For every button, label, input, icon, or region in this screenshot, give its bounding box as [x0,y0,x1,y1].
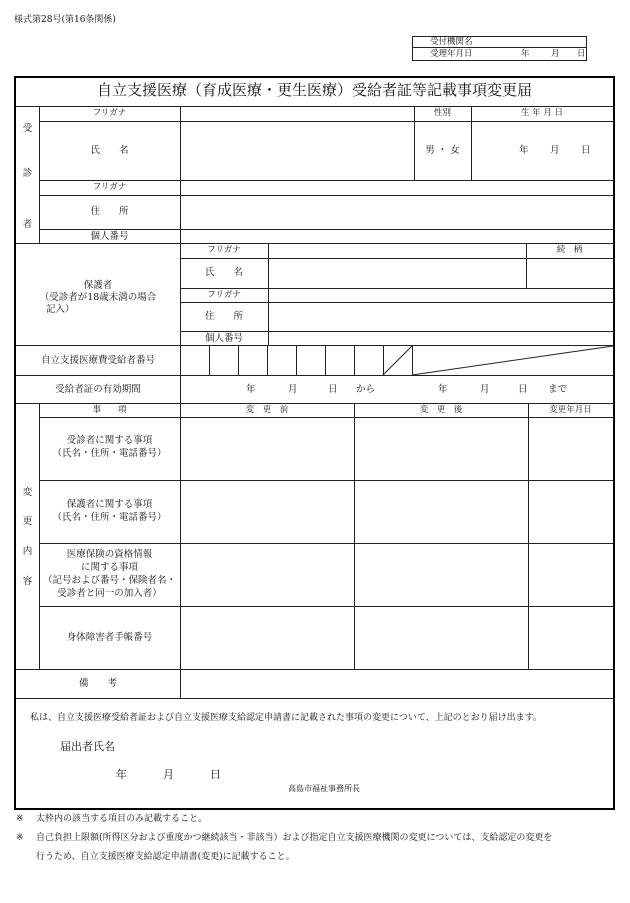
patient-dob-field[interactable] [472,122,612,180]
guardian-my-number-field[interactable] [269,332,612,345]
addressee: 高島市福祉事務所長 [288,784,360,793]
note-1-text: 太枠内の該当する項目のみ記載すること。 [36,814,208,824]
change-row-2-after-field[interactable] [355,481,527,543]
change-row-1-date-field[interactable] [529,418,612,480]
date-line-month: 月 [163,768,174,781]
change-row-1-line2: （氏名・住所・電話番号） [52,448,167,459]
change-row-4-line1: 身体障害者手帳番号 [66,632,153,643]
change-row-1-after-field[interactable] [355,418,527,480]
remarks-field[interactable] [181,670,612,698]
patient-my-number-field[interactable] [181,230,612,243]
change-row-3-line3: （記号および番号・保険者名・ [42,575,176,586]
patient-dob-day: 日 [581,145,591,156]
validity-label: 受給者証の有効期間 [55,384,141,395]
guardian-address-label: 住 所 [204,311,243,322]
validity-to-day: 日 [518,384,528,395]
reception-month: 月 [551,49,560,59]
guardian-name-field[interactable] [269,259,525,288]
change-row-3-line2: に関する事項 [80,562,138,573]
change-row-3-before-field[interactable] [181,544,353,606]
patient-dob-year: 年 [519,145,529,156]
patient-dob-header: 生 年 月 日 [520,108,564,118]
applicant-label: 届出者氏名 [60,740,115,753]
note-3-text: 行うため、自立支援医療支給認定申請書(変更)に記載すること。 [36,852,295,862]
changes-col-item: 事 項 [92,405,127,415]
guardian-label-line3: 記入） [46,304,75,315]
change-row-1-line1: 受診者に関する事項 [66,435,153,446]
change-row-3-after-field[interactable] [355,544,527,606]
guardian-relationship-field[interactable] [527,259,612,288]
patient-address-field[interactable] [181,196,612,229]
validity-field[interactable] [181,376,612,403]
patient-side-char-1: 受 [22,123,33,134]
changes-side-char-3: 内 [22,546,33,557]
patient-furigana-label: フリガナ [92,108,127,118]
note-2-mark: ※ [16,833,24,843]
validity-from-month: 月 [288,384,298,395]
guardian-furigana-label: フリガナ [207,245,241,255]
guardian-label-line1: 保護者 [83,280,113,291]
change-row-3-line4: 受診者と同一の加入者） [57,588,162,599]
patient-gender-header: 性別 [433,108,451,118]
patient-gender-option[interactable]: 男 ・ 女 [425,145,460,156]
declaration-text: 私は、自立支援医療受給者証および自立支援医療支給認定申請書に記載された事項の変更について、上記のとおり届け出ます。 [30,713,542,723]
recipient-number-label: 自立支援医療費受給者番号 [40,355,155,366]
change-row-3-line1: 医療保険の資格情報 [66,549,153,560]
change-row-1-before-field[interactable] [181,418,353,480]
guardian-my-number-label: 個人番号 [204,333,243,344]
changes-col-date: 変更年月日 [549,405,592,415]
form-number: 様式第28号(第16条関係) [14,15,116,25]
note-2-text: 自己負担上限額(所得区分および重度かつ継続該当・非該当）および指定自立支援医療機関の変更については、支給認定の変更を [36,833,553,843]
patient-side-char-3: 者 [22,219,33,230]
patient-address-label: 住 所 [90,206,129,217]
recipient-number-field[interactable] [181,346,382,375]
validity-from-text: から [356,384,376,395]
reception-year: 年 [521,49,530,59]
change-row-4-before-field[interactable] [181,607,353,669]
changes-side-char-4: 容 [22,576,33,587]
change-row-2-before-field[interactable] [181,481,353,543]
validity-from-year: 年 [246,384,256,395]
changes-col-before: 変 更 前 [245,405,289,415]
changes-col-after: 変 更 後 [419,405,463,415]
patient-address-furigana-field[interactable] [181,181,612,195]
change-row-2-line2: （氏名・住所・電話番号） [52,512,167,523]
changes-side-char-2: 更 [22,516,33,527]
change-row-4-after-field[interactable] [355,607,527,669]
guardian-relationship-label: 続 柄 [556,245,583,255]
patient-address-furigana-label: フリガナ [92,182,127,192]
change-row-3-date-field[interactable] [529,544,612,606]
patient-furigana-field[interactable] [181,107,413,121]
date-line-year: 年 [116,768,127,781]
remarks-label: 備 考 [78,678,117,689]
guardian-address-furigana-field[interactable] [269,289,612,302]
guardian-name-label: 氏 名 [204,267,243,278]
applicant-name-field[interactable] [130,736,590,756]
validity-to-year: 年 [438,384,448,395]
patient-side-char-2: 診 [22,168,33,179]
date-line-day: 日 [210,768,221,781]
patient-name-field[interactable] [181,122,413,180]
patient-dob-month: 月 [550,145,560,156]
reception-day: 日 [577,49,586,59]
form-title: 自立支援医療（育成医療・更生医療）受給者証等記載事項変更届 [96,81,532,99]
guardian-address-field[interactable] [269,303,612,331]
validity-from-day: 日 [328,384,338,395]
reception-date-label: 受理年月日 [430,49,473,59]
validity-to-month: 月 [480,384,490,395]
note-1-mark: ※ [16,814,24,824]
change-row-2-line1: 保護者に関する事項 [66,499,153,510]
patient-my-number-label: 個人番号 [90,231,129,242]
validity-to-text: まで [548,384,568,395]
change-row-4-date-field[interactable] [529,607,612,669]
guardian-label-line2: （受診者が18歳未満の場合 [39,292,157,303]
guardian-furigana-field[interactable] [269,244,525,258]
change-row-2-date-field[interactable] [529,481,612,543]
changes-side-char-1: 変 [22,487,33,498]
guardian-address-furigana-label: フリガナ [207,290,241,300]
reception-agency-label: 受付機関名 [430,37,473,47]
patient-name-label: 氏 名 [90,145,129,156]
